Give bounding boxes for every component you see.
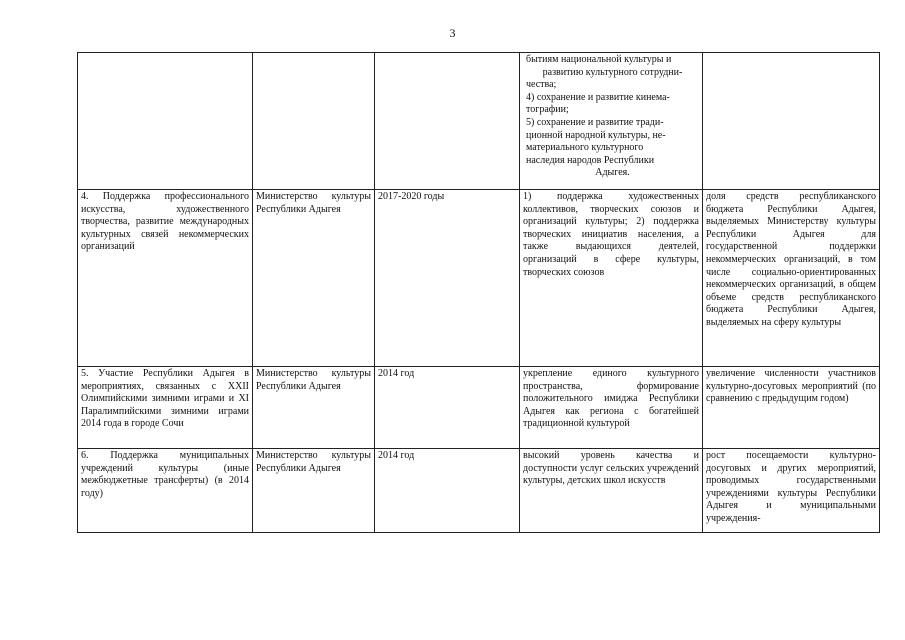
cell-result — [520, 53, 703, 190]
cell-measure — [78, 53, 253, 190]
cell-result: высокий уровень качества и доступности услуг сельских учреждений культуры, детских школ искусств — [520, 449, 703, 533]
cell-executor: Министерство культуры Республики Адыгея — [253, 190, 375, 367]
cell-result: укрепление единого культурного пространства, формирование положительного имиджа Республики Адыгея как региона с богатейшей традиционной культурой — [520, 367, 703, 449]
cell-measure: 6. Поддержка муниципальных учреждений культуры (иные межбюджетные трансферты) (в 2014 году) — [78, 449, 253, 533]
cell-line: развитию культурного сотрудни- — [542, 66, 683, 78]
cell-indicator: увеличение численности участников культурно-досуговых мероприятий (по сравнению с предыдущим годом) — [703, 367, 880, 449]
table-row — [78, 449, 880, 533]
table-row — [78, 367, 880, 449]
cell-measure: 5. Участие Республики Адыгея в мероприятиях, связанных с XXII Олимпийскими зимними играми и XI Паралимпийскими зимними играми 2014 года в городе Сочи — [78, 367, 253, 449]
cell-indicator — [703, 53, 880, 190]
cell-measure: 4. Поддержка профессионального искусства, художественного творчества, развитие международных культурных связей некоммерческих организаций — [78, 190, 253, 367]
cell-period: 2014 год — [375, 449, 520, 533]
cell-line: ционной народной культуры, не- — [526, 129, 666, 141]
cell-executor: Министерство культуры Республики Адыгея — [253, 367, 375, 449]
cell-line: материального культурного — [526, 142, 644, 154]
cell-line: 5) сохранение и развитие тради- — [526, 116, 664, 128]
cell-executor — [253, 53, 375, 190]
cell-line: бытиям национальной культуры и — [526, 54, 672, 65]
cell-line: Адыгея. — [595, 167, 630, 179]
program-table — [77, 52, 880, 533]
cell-line: 4) сохранение и развитие кинема- — [526, 91, 670, 103]
page-number: 3 — [449, 26, 456, 40]
cell-period — [375, 53, 520, 190]
cell-indicator: доля средств республиканского бюджета Республики Адыгея, выделяемых Министерству культуры Республики Адыгея для государственной поддержки некоммерческих организаций, в том числе социально-ориентированных некоммерческих организаций, в общем объеме средств республиканского бюджета Республики Адыгея, выделяемых на сферу культуры — [703, 190, 880, 367]
cell-indicator: рост посещаемости культурно-досуговых и других мероприятий, проводимых государственными учреждениями культуры Республики Адыгея и муниципальными учреждения- — [703, 449, 880, 533]
cell-executor: Министерство культуры Республики Адыгея — [253, 449, 375, 533]
table-row — [78, 53, 880, 190]
cell-period: 2014 год — [375, 367, 520, 449]
table-row — [78, 190, 880, 367]
cell-period: 2017-2020 годы — [375, 190, 520, 367]
cell-line: тографии; — [526, 104, 569, 116]
cell-line: чества; — [526, 79, 557, 91]
cell-line: наследия народов Республики — [526, 154, 655, 166]
cell-result: 1) поддержка художественных коллективов, творческих союзов и организаций культуры; 2) поддержка творческих инициатив населения, а также выдающихся деятелей, организаций в сфере культуры, творческих союзов — [520, 190, 703, 367]
